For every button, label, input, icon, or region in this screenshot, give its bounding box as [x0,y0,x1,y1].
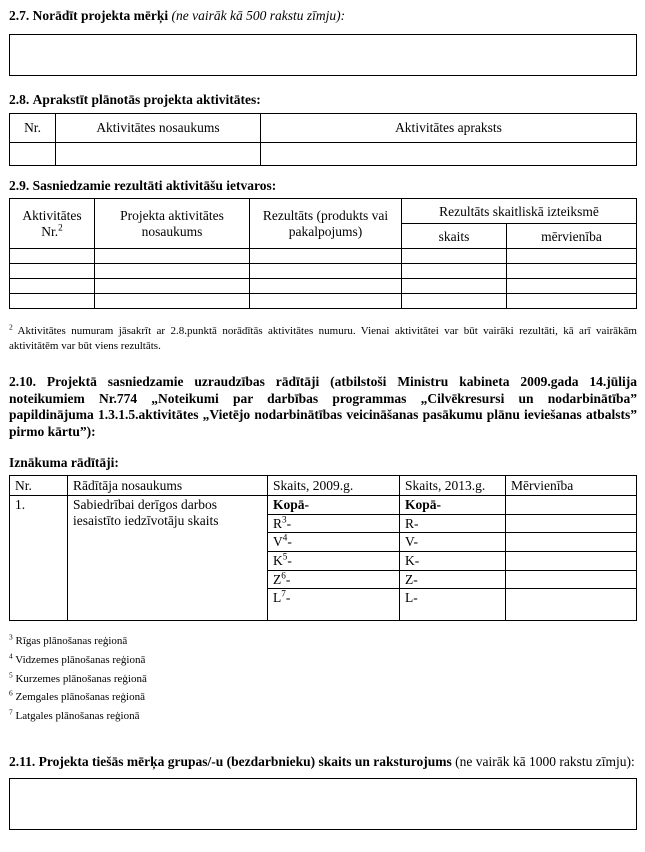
result-activity-nr-cell[interactable] [10,249,95,264]
result-activity-nr-cell[interactable] [10,294,95,309]
dash: - [285,590,291,606]
region-code: K [273,552,283,568]
region-code: Z [273,571,282,587]
result-count-cell[interactable] [402,264,507,279]
count-2009-riga-cell[interactable] [268,514,400,533]
result-activity-nr-cell[interactable] [10,279,95,294]
section-2-7-note: (ne vairāk kā 500 rakstu zīmju): [171,8,346,23]
result-count-cell[interactable] [402,249,507,264]
section-2-9-title: Sasniedzamie rezultāti aktivitāšu ietvaros: [32,177,277,193]
footnote-4-text: Vidzemes plānošanas reģionā [15,653,146,666]
count-2013-kurzeme-cell[interactable]: K- [400,551,506,570]
footnote-3 [9,634,637,648]
footnote-6-marker: 6 [9,688,13,698]
footnote-7-marker: 7 [9,707,13,717]
footnote-2-ref: 2 [58,222,63,233]
count-2009-zemgale-cell[interactable] [268,570,400,589]
results-header-unit: mērvienība [507,224,637,249]
dash: - [287,552,292,568]
output-indicators-subtitle [9,455,637,471]
section-2-10-heading [9,374,637,440]
result-activity-name-cell[interactable] [95,249,250,264]
footnote-6-text: Zemgales plānošanas reģionā [15,691,145,704]
count-2009-total-cell[interactable]: Kopā- [268,496,400,515]
count-2013-zemgale-cell[interactable]: Z- [400,570,506,589]
result-activity-name-cell[interactable] [95,294,250,309]
output-indicators-subtitle-text: Iznākuma rādītāji: [9,454,119,470]
footnote-7-text: Latgales plānošanas reģionā [15,710,140,723]
target-group-input[interactable] [9,778,637,830]
footnote-5-marker: 5 [9,669,13,679]
indicators-header-2013: Skaits, 2013.g. [400,476,506,496]
footnote-6-ref: 6 [281,570,286,580]
activities-header-desc: Aktivitātes apraksts [261,113,637,142]
count-2013-riga-cell[interactable]: R- [400,514,506,533]
result-cell[interactable] [250,279,402,294]
activities-table [9,113,637,166]
unit-cell[interactable] [506,570,637,589]
section-2-7-number: 2.7. [9,8,30,23]
count-2009-latgale-cell[interactable] [268,589,400,621]
result-unit-cell[interactable] [507,249,637,264]
section-2-10-title: Projektā sasniedzamie uzraudzības rādītāji (atbilstoši Ministru kabineta 2009.gada 14.jūlija noteikumiem Nr.774 „Noteikumi par darbības programmas „Cilvēkresursi un nodarbinātība” papildinājuma 1.3.1.5.aktivitātes „Vietējo nodarbinātības veicināšanas pasākumu plānu ieviešanas atbalsts” pirmo kārtu”): [9,374,638,439]
footnote-5-ref: 5 [282,551,288,562]
result-cell[interactable] [250,264,402,279]
footnote-2-marker: 2 [9,322,13,332]
section-2-11-title: 2.11. Projekta tiešās mērķa grupas/-u (bezdarbnieku) skaits un raksturojums [9,753,452,769]
section-2-10-number: 2.10. [9,374,36,390]
count-2013-total-cell[interactable]: Kopā- [400,496,506,515]
section-2-9-number: 2.9. [9,177,30,193]
indicator-nr: 1. [10,496,68,621]
result-count-cell[interactable] [402,279,507,294]
count-2009-kurzeme-cell[interactable] [268,551,400,570]
region-code: V [273,534,283,550]
activities-header-name: Aktivitātes nosaukums [56,113,261,142]
section-2-11-heading [9,754,637,770]
section-2-8-heading [9,92,637,108]
footnote-2 [9,324,637,354]
activities-header-nr: Nr. [10,113,56,142]
result-unit-cell[interactable] [507,294,637,309]
results-header-numeric: Rezultāts skaitliskā izteiksmē [402,199,637,224]
results-header-result: Rezultāts (produkts vai pakalpojums) [250,199,402,249]
footnote-4-ref: 4 [282,532,288,543]
footnote-4 [9,653,637,667]
results-header-activity-name: Projekta aktivitātes nosaukums [95,199,250,249]
unit-cell[interactable] [506,514,637,533]
activity-desc-cell[interactable] [261,142,637,165]
results-header-activity-nr-text: Aktivitātes Nr. [22,208,82,239]
unit-cell[interactable] [506,589,637,621]
footnote-3-marker: 3 [9,632,13,642]
footnote-6 [9,690,637,704]
footnote-4-marker: 4 [9,651,13,661]
activity-nr-cell[interactable] [10,142,56,165]
region-code: L [273,590,282,606]
footnote-3-ref: 3 [282,514,287,525]
indicators-header-2009: Skaits, 2009.g. [268,476,400,496]
results-table [9,198,637,309]
footnote-2-text: Aktivitātes numuram jāsakrīt ar 2.8.punktā norādītās aktivitātes numuru. Vienai aktivitātei var būt vairāki rezultāti, kā arī vairākām aktivitātēm var būt viens rezultāts. [9,325,637,353]
unit-cell[interactable] [506,533,637,552]
footnote-3-text: Rīgas plānošanas reģionā [15,635,128,648]
footnote-7 [9,709,637,723]
footnotes-3-7 [9,634,637,723]
section-2-7-title: Norādīt projekta mērķi [32,8,169,23]
results-header-activity-nr [10,199,95,249]
section-2-7-heading [9,8,637,24]
dash: - [287,534,292,550]
result-count-cell[interactable] [402,294,507,309]
footnote-5-text: Kurzemes plānošanas reģionā [15,672,147,685]
indicator-name: Sabiedrībai derīgos darbos iesaistīto iedzīvotāju skaits [68,496,268,621]
footnote-5 [9,669,637,686]
region-code: R [273,515,283,531]
results-header-count: skaits [402,224,507,249]
section-2-9-heading [9,178,637,194]
section-2-11-note: (ne vairāk kā 1000 rakstu zīmju): [455,753,635,769]
indicators-header-unit: Mērvienība [506,476,637,496]
dash: - [286,515,292,531]
footnote-7-ref: 7 [281,588,286,599]
result-unit-cell[interactable] [507,279,637,294]
result-activity-name-cell[interactable] [95,264,250,279]
count-2013-latgale-cell[interactable]: L- [400,589,506,621]
indicators-header-name: Rādītāja nosaukums [68,476,268,496]
indicators-table [9,475,637,621]
count-2009-vidzeme-cell[interactable] [268,533,400,552]
unit-cell[interactable] [506,551,637,570]
unit-cell[interactable] [506,496,637,515]
section-2-8-number: 2.8. [9,92,30,108]
result-activity-nr-cell[interactable] [10,264,95,279]
project-goal-input[interactable] [9,34,637,76]
count-2013-vidzeme-cell[interactable]: V- [400,533,506,552]
result-unit-cell[interactable] [507,264,637,279]
section-2-8-title: Aprakstīt plānotās projekta aktivitātes: [32,92,261,108]
result-cell[interactable] [250,294,402,309]
dash: - [285,571,291,587]
result-cell[interactable] [250,249,402,264]
activity-name-cell[interactable] [56,142,261,165]
indicators-header-nr: Nr. [10,476,68,496]
result-activity-name-cell[interactable] [95,279,250,294]
